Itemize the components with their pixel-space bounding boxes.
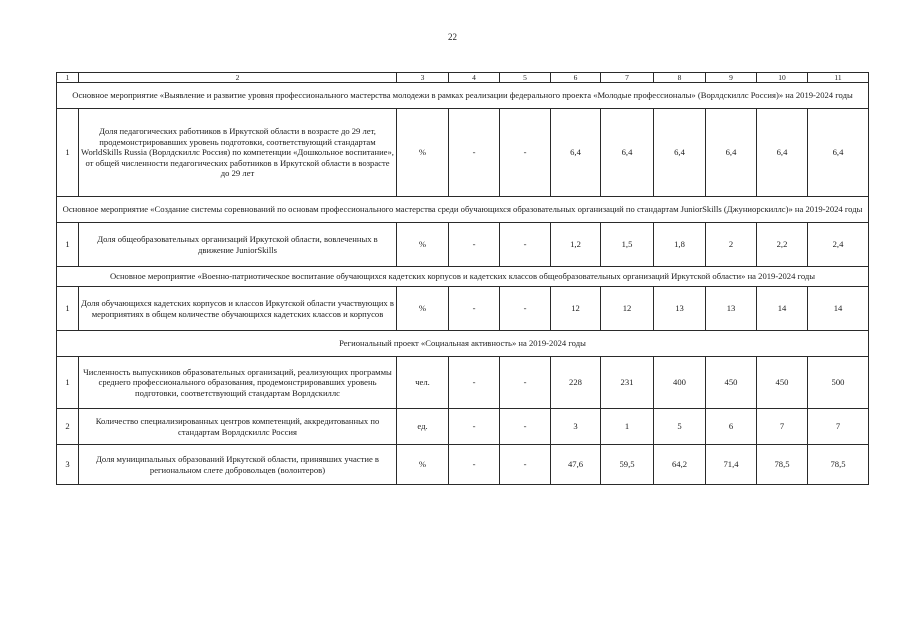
indicator-row <box>57 357 869 409</box>
dash-cell: - <box>500 357 551 409</box>
indicator-name: Доля общеобразовательных организаций Иркутской области, вовлеченных в движение JuniorSkills <box>79 223 397 267</box>
row-number: 1 <box>57 287 79 331</box>
dash-cell: - <box>500 287 551 331</box>
dash-cell: - <box>449 287 500 331</box>
value-cell: 59,5 <box>601 445 654 485</box>
column-number-cell: 9 <box>706 73 757 83</box>
dash-cell: - <box>500 109 551 197</box>
indicator-row <box>57 409 869 445</box>
table-body <box>57 73 869 485</box>
column-number-cell: 5 <box>500 73 551 83</box>
value-cell: 400 <box>654 357 706 409</box>
indicator-name: Доля педагогических работников в Иркутской области в возрасте до 29 лет, продемонстрировавших уровень подготовки, соответствующий стандартам WorldSkills Russia (Ворлдскиллс Россия) по компетенции «Дошкольное воспитание», от общей численности педагогических работников в Иркутской области в возрасте до 29 лет <box>79 109 397 197</box>
column-number-cell: 1 <box>57 73 79 83</box>
unit-cell: % <box>397 287 449 331</box>
indicator-name: Доля обучающихся кадетских корпусов и классов Иркутской области участвующих в мероприятиях в общем количестве обучающихся кадетских классов и корпусов <box>79 287 397 331</box>
section-title: Основное мероприятие «Военно-патриотическое воспитание обучающихся кадетских корпусов и кадетских классов общеобразовательных организаций Иркутской области» на 2019-2024 годы <box>57 267 869 287</box>
value-cell: 228 <box>551 357 601 409</box>
unit-cell: чел. <box>397 357 449 409</box>
row-number: 1 <box>57 223 79 267</box>
value-cell: 78,5 <box>757 445 808 485</box>
row-number: 3 <box>57 445 79 485</box>
value-cell: 6,4 <box>757 109 808 197</box>
value-cell: 6,4 <box>551 109 601 197</box>
page-number: 22 <box>448 32 457 42</box>
dash-cell: - <box>449 357 500 409</box>
column-number-cell: 8 <box>654 73 706 83</box>
value-cell: 6 <box>706 409 757 445</box>
value-cell: 231 <box>601 357 654 409</box>
value-cell: 71,4 <box>706 445 757 485</box>
value-cell: 78,5 <box>808 445 869 485</box>
section-header-row <box>57 83 869 109</box>
value-cell: 450 <box>706 357 757 409</box>
indicator-name: Количество специализированных центров компетенций, аккредитованных по стандартам Ворлдскиллс Россия <box>79 409 397 445</box>
value-cell: 14 <box>808 287 869 331</box>
value-cell: 1,5 <box>601 223 654 267</box>
column-number-cell: 2 <box>79 73 397 83</box>
indicator-row <box>57 223 869 267</box>
value-cell: 6,4 <box>706 109 757 197</box>
indicator-name: Доля муниципальных образований Иркутской области, принявших участие в региональном слете добровольцев (волонтеров) <box>79 445 397 485</box>
value-cell: 2,4 <box>808 223 869 267</box>
value-cell: 3 <box>551 409 601 445</box>
value-cell: 47,6 <box>551 445 601 485</box>
dash-cell: - <box>449 223 500 267</box>
indicator-row <box>57 109 869 197</box>
indicator-name: Численность выпускников образовательных организаций, реализующих программы среднего профессионального образования, продемонстрировавших уровень подготовки, соответствующий стандартам Ворлдскиллс <box>79 357 397 409</box>
value-cell: 7 <box>808 409 869 445</box>
column-number-cell: 3 <box>397 73 449 83</box>
column-number-cell: 4 <box>449 73 500 83</box>
value-cell: 12 <box>601 287 654 331</box>
dash-cell: - <box>449 445 500 485</box>
column-numbers-row <box>57 73 869 83</box>
section-title: Основное мероприятие «Создание системы соревнований по основам профессионального мастерства среди обучающихся образовательных организаций по стандартам JuniorSkills (Джуниорскиллс)» на 2019-2024 годы <box>57 197 869 223</box>
column-number-cell: 10 <box>757 73 808 83</box>
value-cell: 6,4 <box>808 109 869 197</box>
column-number-cell: 11 <box>808 73 869 83</box>
value-cell: 500 <box>808 357 869 409</box>
dash-cell: - <box>449 409 500 445</box>
section-title: Региональный проект «Социальная активность» на 2019-2024 годы <box>57 331 869 357</box>
value-cell: 13 <box>706 287 757 331</box>
value-cell: 1 <box>601 409 654 445</box>
value-cell: 6,4 <box>601 109 654 197</box>
value-cell: 13 <box>654 287 706 331</box>
value-cell: 6,4 <box>654 109 706 197</box>
column-number-cell: 7 <box>601 73 654 83</box>
indicators-table <box>56 72 869 485</box>
dash-cell: - <box>500 409 551 445</box>
value-cell: 2 <box>706 223 757 267</box>
unit-cell: ед. <box>397 409 449 445</box>
value-cell: 7 <box>757 409 808 445</box>
indicator-row <box>57 445 869 485</box>
value-cell: 64,2 <box>654 445 706 485</box>
row-number: 1 <box>57 357 79 409</box>
dash-cell: - <box>500 445 551 485</box>
section-header-row <box>57 331 869 357</box>
dash-cell: - <box>500 223 551 267</box>
value-cell: 12 <box>551 287 601 331</box>
value-cell: 450 <box>757 357 808 409</box>
indicator-row <box>57 287 869 331</box>
value-cell: 5 <box>654 409 706 445</box>
unit-cell: % <box>397 223 449 267</box>
row-number: 2 <box>57 409 79 445</box>
section-header-row <box>57 267 869 287</box>
value-cell: 1,8 <box>654 223 706 267</box>
unit-cell: % <box>397 109 449 197</box>
value-cell: 14 <box>757 287 808 331</box>
unit-cell: % <box>397 445 449 485</box>
column-number-cell: 6 <box>551 73 601 83</box>
value-cell: 1,2 <box>551 223 601 267</box>
value-cell: 2,2 <box>757 223 808 267</box>
section-title: Основное мероприятие «Выявление и развитие уровня профессионального мастерства молодежи в рамках реализации федерального проекта «Молодые профессионалы» (Ворлдскиллс Россия)» на 2019-2024 годы <box>57 83 869 109</box>
section-header-row <box>57 197 869 223</box>
row-number: 1 <box>57 109 79 197</box>
dash-cell: - <box>449 109 500 197</box>
